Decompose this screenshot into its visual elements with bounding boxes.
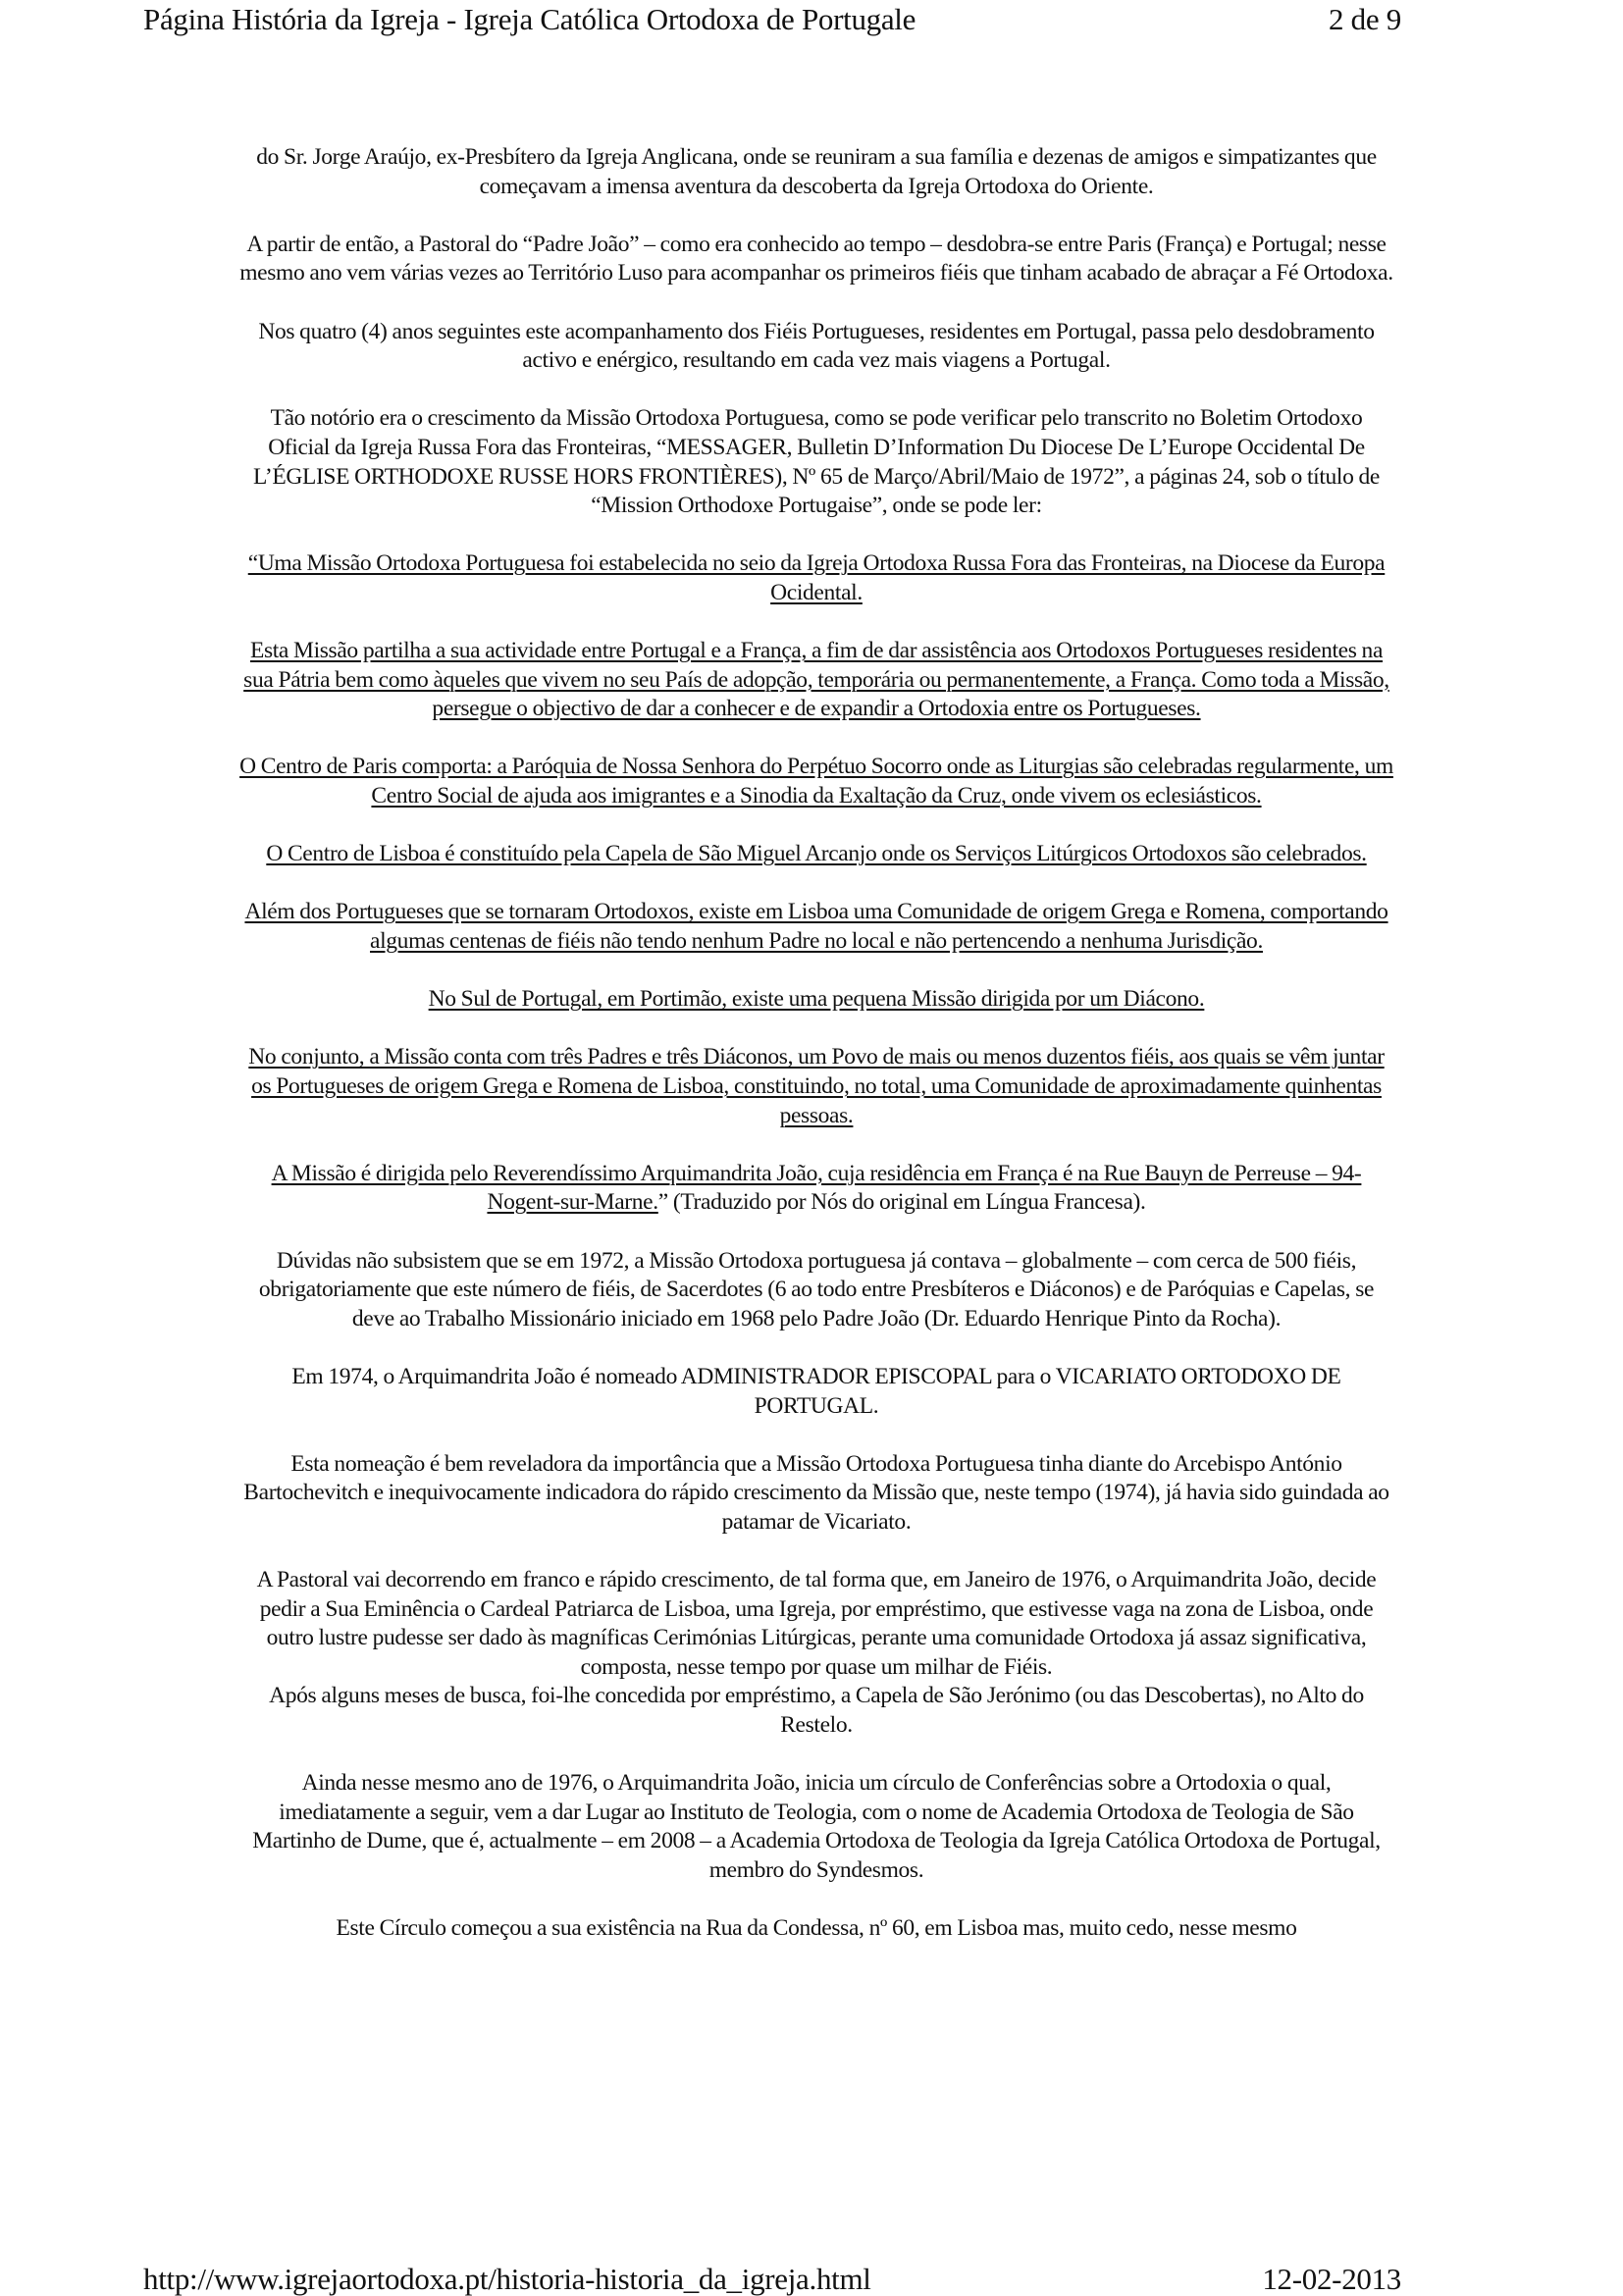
quoted-paragraph: O Centro de Lisboa é constituído pela Capela de São Miguel Arcanjo onde os Serviços Litúrgicos Ortodoxos são celebrados. — [266, 841, 1367, 867]
page-indicator: 2 de 9 — [1329, 2, 1401, 36]
quoted-paragraph: No conjunto, a Missão conta com três Padres e três Diáconos, um Povo de mais ou menos duzentos fiéis, aos quais se vêm juntar os Portugueses de origem Grega e Romena de Lisboa, constituindo, no total, uma Comunidade de aproximadamente quinhentas pessoas. — [248, 1044, 1385, 1128]
paragraph: A partir de então, a Pastoral do “Padre João” – como era conhecido ao tempo – desdobra-se entre Paris (França) e Portugal; nesse mesmo ano vem várias vezes ao Território Luso para acompanhar os primeiros fiéis que tinham acabado de abraçar a Fé Ortodoxa. — [239, 231, 1393, 287]
header-title: Página História da Igreja - Igreja Católica Ortodoxa de Portugale — [143, 2, 916, 36]
page-header — [143, 0, 1401, 39]
print-date: 12-02-2013 — [1262, 2262, 1401, 2296]
paragraph: Dúvidas não subsistem que se em 1972, a Missão Ortodoxa portuguesa já contava – globalmente – com cerca de 500 fiéis, obrigatoriamente que este número de fiéis, de Sacerdotes (6 ao todo entre Presbíteros e Diáconos) e de Paróquias e Capelas, se deve ao Trabalho Missionário iniciado em 1968 pelo Padre João (Dr. Eduardo Henrique Pinto da Rocha). — [258, 1247, 1375, 1331]
paragraph: Esta nomeação é bem reveladora da importância que a Missão Ortodoxa Portuguesa tinha diante do Arcebispo António Bartochevitch e inequivocamente indicadora do rápido crescimento da Missão que, neste tempo (1974), já havia sido guindada ao patamar de Vicariato. — [243, 1450, 1389, 1535]
page-footer — [143, 2264, 1401, 2295]
quoted-paragraph-end — [239, 1160, 1393, 1218]
quoted-paragraph: No Sul de Portugal, em Portimão, existe uma pequena Missão dirigida por um Diácono. — [428, 986, 1205, 1013]
quoted-paragraph: Além dos Portugueses que se tornaram Ortodoxos, existe em Lisboa uma Comunidade de origem Grega e Romena, comportando algumas centenas de fiéis não tendo nenhum Padre no local e não pertencendo a nenhuma Jurisdição. — [244, 899, 1388, 955]
paragraph: Em 1974, o Arquimandrita João é nomeado ADMINISTRADOR EPISCOPAL para o VICARIATO ORTODOXO DE PORTUGAL. — [291, 1363, 1341, 1419]
paragraph: Este Círculo começou a sua existência na Rua da Condessa, nº 60, em Lisboa mas, muito cedo, nesse mesmo — [336, 1915, 1297, 1942]
paragraph: Tão notório era o crescimento da Missão Ortodoxa Portuguesa, como se pode verificar pelo transcrito no Boletim Ortodoxo Oficial da Igreja Russa Fora das Fronteiras, “MESSAGER, Bulletin D’Information Du Diocese De L’Europe Occidental De L’ÉGLISE ORTHODOXE RUSSE HORS FRONTIÈRES), Nº 65 de Março/Abril/Maio de 1972”, a páginas 24, sob o título de “Mission Orthodoxe Portugaise”, onde se pode ler: — [253, 405, 1380, 519]
paragraph: Ainda nesse mesmo ano de 1976, o Arquimandrita João, inicia um círculo de Conferências sobre a Ortodoxia o qual, imediatamente a seguir, vem a dar Lugar ao Instituto de Teologia, com o nome de Academia Ortodoxa de Teologia de São Martinho de Dume, que é, actualmente – em 2008 – a Academia Ortodoxa de Teologia da Igreja Católica Ortodoxa de Portugal, membro do Syndesmos. — [252, 1770, 1381, 1884]
quoted-paragraph: Esta Missão partilha a sua actividade entre Portugal e a França, a fim de dar assistência aos Ortodoxos Portugueses residentes na sua Pátria bem como àqueles que vivem no seu País de adopção, temporária ou permanentemente, a França. Como toda a Missão, persegue o objectivo de dar a conhecer e de expandir a Ortodoxia entre os Portugueses. — [243, 638, 1389, 722]
quote-underlined-text: A Missão é dirigida pelo Reverendíssimo Arquimandrita João, cuja residência em França é na Rue Bauyn de Perreuse – 94-Nogent-sur-Marne. — [271, 1160, 1362, 1216]
source-url: http://www.igrejaortodoxa.pt/historia-historia_da_igreja.html — [143, 2262, 871, 2296]
quoted-paragraph: “Uma Missão Ortodoxa Portuguesa foi estabelecida no seio da Igreja Ortodoxa Russa Fora das Fronteiras, na Diocese da Europa Ocidental. — [247, 550, 1386, 605]
translation-note: ” (Traduzido por Nós do original em Língua Francesa). — [657, 1189, 1146, 1216]
paragraph: A Pastoral vai decorrendo em franco e rápido crescimento, de tal forma que, em Janeiro de 1976, o Arquimandrita João, decide pedir a Sua Eminência o Cardeal Patriarca de Lisboa, uma Igreja, por empréstimo, que estivesse vaga na zona de Lisboa, onde outro lustre pudesse ser dado às magníficas Cerimónias Litúrgicas, perante uma comunidade Ortodoxa já assaz significativa, composta, nesse tempo por quase um milhar de Fiéis. — [256, 1567, 1377, 1680]
document-body — [239, 143, 1393, 1972]
paragraph: do Sr. Jorge Araújo, ex-Presbítero da Igreja Anglicana, onde se reuniram a sua família e dezenas de amigos e simpatizantes que começavam a imensa aventura da descoberta da Igreja Ortodoxa do Oriente. — [256, 144, 1377, 199]
paragraph: Após alguns meses de busca, foi-lhe concedida por empréstimo, a Capela de São Jerónimo (ou das Descobertas), no Alto do Restelo. — [269, 1683, 1364, 1739]
quoted-paragraph: O Centro de Paris comporta: a Paróquia de Nossa Senhora do Perpétuo Socorro onde as Liturgias são celebradas regularmente, um Centro Social de ajuda aos imigrantes e a Sinodia da Exaltação da Cruz, onde vivem os eclesiásticos. — [239, 754, 1393, 809]
paragraph: Nos quatro (4) anos seguintes este acompanhamento dos Fiéis Portugueses, residentes em Portugal, passa pelo desdobramento activo e enérgico, resultando em cada vez mais viagens a Portugal. — [258, 318, 1375, 374]
